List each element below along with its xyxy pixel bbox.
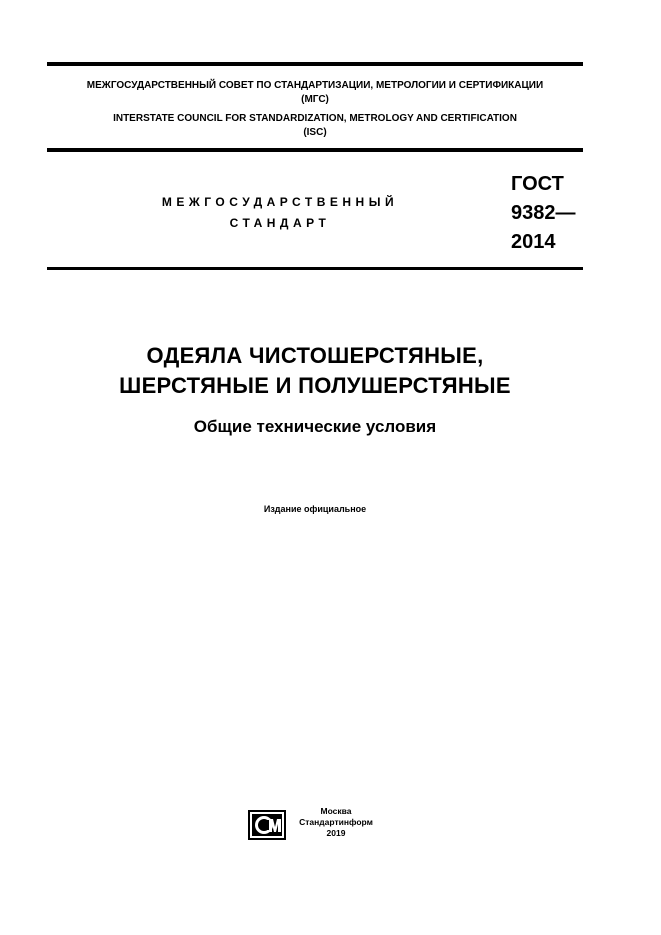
- document-title: [47, 341, 583, 401]
- council-en-name: INTERSTATE COUNCIL FOR STANDARDIZATION, METROLOGY AND CERTIFICATION: [113, 113, 517, 124]
- council-en: [47, 112, 583, 140]
- gost-number: 9382—: [511, 202, 576, 224]
- standard-kind: [120, 192, 440, 234]
- publisher-name: Стандартинформ: [299, 817, 373, 827]
- council-ru: [47, 79, 583, 107]
- title-line2: ШЕРСТЯНЫЕ И ПОЛУШЕРСТЯНЫЕ: [119, 373, 511, 398]
- publisher-city: Москва: [320, 806, 352, 816]
- edition-note: Издание официальное: [263, 504, 367, 514]
- gost-label: ГОСТ: [511, 173, 564, 195]
- middle-rule: [47, 148, 583, 152]
- document-subtitle: Общие технические условия: [193, 417, 437, 436]
- standartinform-logo-icon: [248, 810, 286, 840]
- gost-designation: [511, 170, 611, 257]
- standard-kind-line1: МЕЖГОСУДАРСТВЕННЫЙ: [161, 195, 399, 209]
- title-line1: ОДЕЯЛА ЧИСТОШЕРСТЯНЫЕ,: [146, 343, 484, 368]
- publisher-block: [296, 806, 376, 839]
- publisher-year: 2019: [326, 828, 346, 838]
- bottom-rule: [47, 267, 583, 270]
- gost-year: 2014: [511, 231, 556, 253]
- council-ru-abbr: (МГС): [301, 94, 329, 105]
- council-en-abbr: (ISC): [303, 127, 327, 138]
- standard-kind-line2: СТАНДАРТ: [229, 216, 331, 230]
- council-ru-name: МЕЖГОСУДАРСТВЕННЫЙ СОВЕТ ПО СТАНДАРТИЗАЦИИ, МЕТРОЛОГИИ И СЕРТИФИКАЦИИ: [86, 80, 544, 91]
- top-rule: [47, 62, 583, 66]
